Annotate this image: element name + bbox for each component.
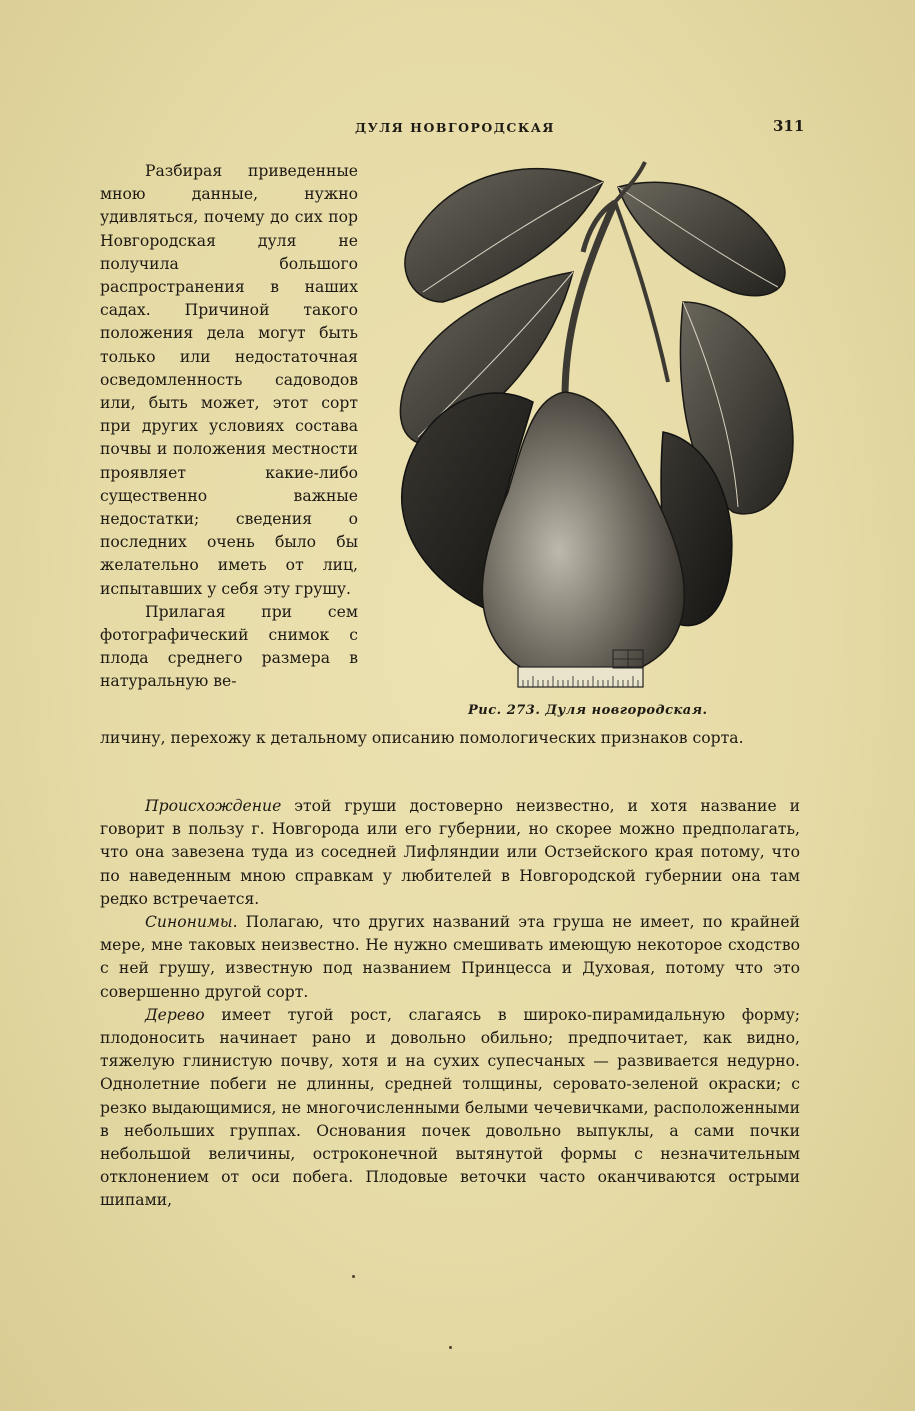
section-synonyms	[100, 911, 800, 1004]
leaf-top-left	[405, 169, 603, 302]
left-text-column	[100, 160, 358, 694]
section-text: этой груши достоверно неизвестно, и хотя название и говорит в пользу г. Новгорода или его губернии, но скорее можно предполагать, что она завезена туда из соседней Лифляндии или Остзейского края потому, что по наведенным мною справкам у любителей в Новгородской губернии она там редко встречается.	[100, 797, 800, 908]
scan-speck	[449, 1346, 452, 1349]
paragraph-continuation: личину, перехожу к детальному описанию помологических признаков сорта.	[100, 729, 744, 747]
paragraph-photo-intro: Прилагая при сем фотографический снимок с плода среднего размера в натуральную ве-	[100, 602, 358, 691]
figure-caption: Рис. 273. Дуля новгородская.	[468, 703, 708, 718]
section-tree	[100, 1004, 800, 1213]
scan-speck	[352, 1275, 355, 1278]
pear-illustration	[383, 152, 803, 692]
section-heading: Дерево	[145, 1005, 205, 1024]
section-heading: Синонимы.	[145, 913, 238, 932]
section-text: имеет тугой рост, слагаясь в широко-пирамидальную форму; плодоносить начинает рано и довольно обильно; предпочитает, как видно, тяжелую глинистую почву, хотя и на сухих супесчаных — развивается недурно. Однолетние побеги не длинны, средней толщины, серовато-зеленой окраски; с резко выдающимися, не многочисленными белыми чечевичками, расположенными в небольших группах. Основания почек довольно выпуклы, а сами почки небольшой величины, остроконечной вытянутой формы с незначительным отклонением от оси побега. Плодовые веточки часто оканчиваются острыми шипами,	[100, 1005, 800, 1210]
paragraph-discussion: Разбирая приведенные мною данные, нужно удивляться, почему до сих пор Новгородская дуля не получила большого распространения в наших садах. Причиной такого положения дела могут быть только или недостаточная осведомленность садоводов или, быть может, этот сорт при других условиях состава почвы и положения местности проявляет какие-либо существенно важные недостатки; сведения о последних очень было бы желательно иметь от лиц, испытавших у себя эту грушу.	[100, 162, 358, 598]
page-number: 311	[773, 117, 805, 135]
leaf-top-right	[618, 182, 785, 295]
running-title: ДУЛЯ НОВГОРОДСКАЯ	[355, 120, 555, 135]
section-text: Полагаю, что других названий эта груша не имеет, по крайней мере, мне таковых неизвестно. Не нужно смешивать имеющую некоторое сходство с ней грушу, известную под названием Принцесса и Духовая, потому что это совершенно другой сорт.	[100, 913, 800, 1001]
main-text	[100, 795, 800, 1213]
section-origin	[100, 795, 800, 911]
section-heading: Происхождение	[145, 797, 282, 815]
